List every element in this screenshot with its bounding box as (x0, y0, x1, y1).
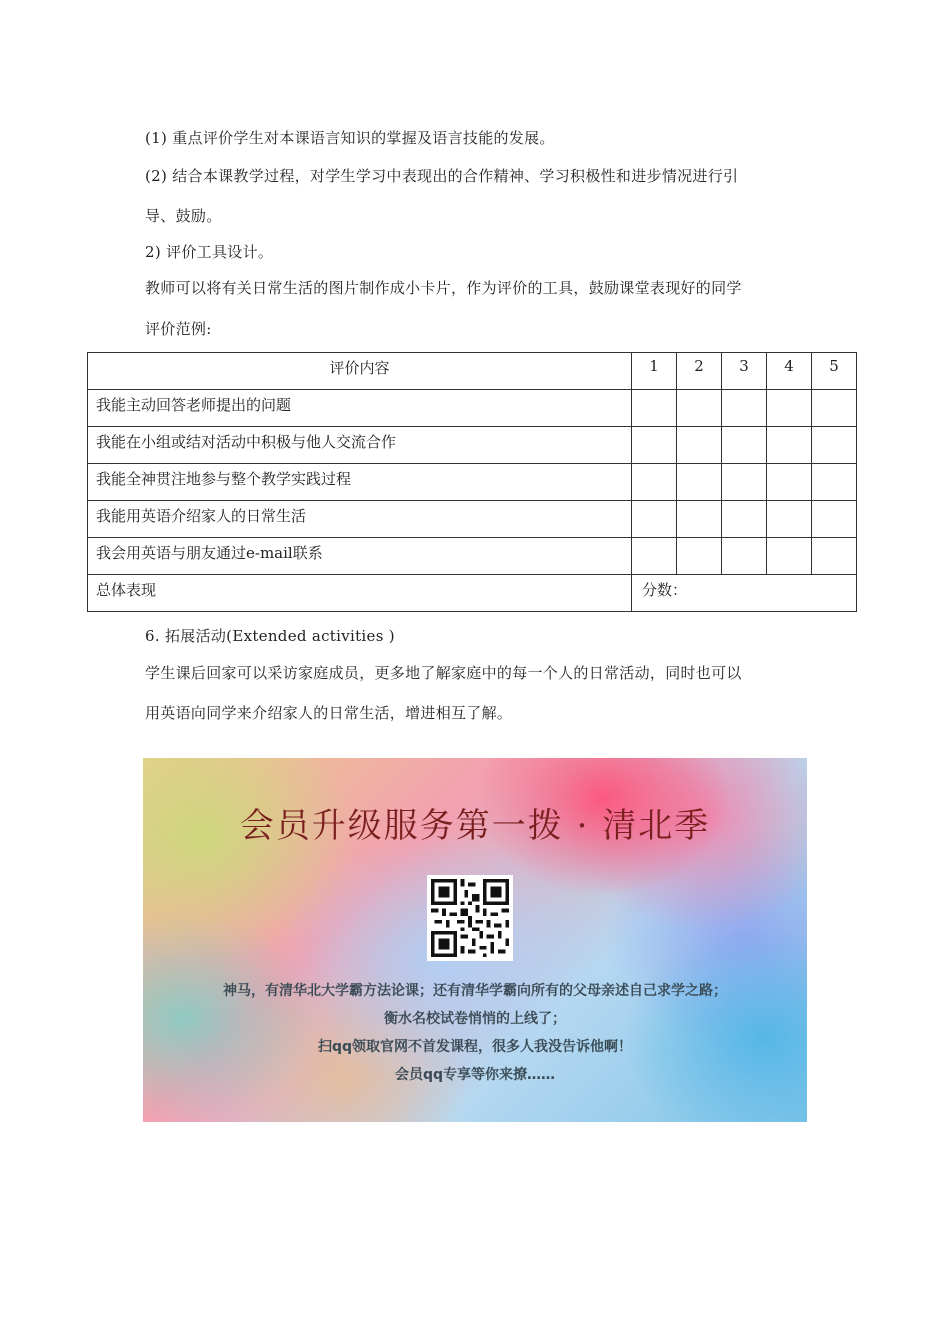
score-cell (812, 464, 857, 501)
paragraph-2-cont: 导、鼓励。 (145, 207, 222, 225)
table-header-row (88, 353, 857, 390)
paragraph-4: 教师可以将有关日常生活的图片制作成小卡片，作为评价的工具，鼓励课堂表现好的同学 (145, 279, 742, 297)
header-score-2: 2 (677, 353, 722, 390)
score-cell (722, 501, 767, 538)
overall-label: 总体表现 (88, 575, 632, 612)
score-cell (812, 390, 857, 427)
evaluation-table (87, 352, 857, 612)
banner-line-3: 扫qq领取官网不首发课程，很多人我没告诉他啊！ (317, 1039, 633, 1055)
score-cell (767, 390, 812, 427)
score-cell (677, 390, 722, 427)
section-6-line-1: 学生课后回家可以采访家庭成员，更多地了解家庭中的每一个人的日常活动，同时也可以 (145, 664, 742, 682)
row-criterion: 我能在小组或结对活动中积极与他人交流合作 (88, 427, 632, 464)
table-row (88, 538, 857, 575)
score-cell (812, 538, 857, 575)
score-cell (767, 464, 812, 501)
qr-code-icon[interactable] (427, 875, 513, 961)
table-row (88, 427, 857, 464)
row-criterion: 我能用英语介绍家人的日常生活 (88, 501, 632, 538)
banner-line-2: 衡水名校试卷悄悄的上线了； (384, 1011, 566, 1027)
score-cell (812, 501, 857, 538)
table-overall-row (88, 575, 857, 612)
paragraph-5: 评价范例: (145, 320, 212, 338)
header-score-4: 4 (767, 353, 812, 390)
score-cell (722, 464, 767, 501)
section-6-line-2: 用英语向同学来介绍家人的日常生活，增进相互了解。 (145, 704, 513, 722)
section-6-title: 6. 拓展活动(Extended activities ) (145, 627, 395, 645)
score-cell (632, 464, 677, 501)
header-content: 评价内容 (88, 353, 632, 390)
header-score-5: 5 (812, 353, 857, 390)
paragraph-3: 2) 评价工具设计。 (145, 243, 274, 261)
score-cell (767, 501, 812, 538)
row-criterion: 我会用英语与朋友通过e-mail联系 (88, 538, 632, 575)
score-cell (632, 538, 677, 575)
score-cell (677, 538, 722, 575)
score-cell (677, 464, 722, 501)
score-cell (722, 390, 767, 427)
table-row (88, 390, 857, 427)
table-row (88, 501, 857, 538)
row-criterion: 我能主动回答老师提出的问题 (88, 390, 632, 427)
banner-title: 会员升级服务第一拨 · 清北季 (239, 806, 711, 846)
promo-banner (143, 758, 807, 1122)
score-cell (632, 427, 677, 464)
score-cell (722, 427, 767, 464)
score-cell (767, 427, 812, 464)
paragraph-2: (2) 结合本课教学过程，对学生学习中表现出的合作精神、学习积极性和进步情况进行引 (145, 167, 739, 185)
header-score-1: 1 (632, 353, 677, 390)
table-row (88, 464, 857, 501)
banner-line-4: 会员qq专享等你来撩…… (394, 1067, 556, 1083)
score-cell (767, 538, 812, 575)
overall-score: 分数： (632, 575, 857, 612)
score-cell (632, 501, 677, 538)
score-cell (812, 427, 857, 464)
header-score-3: 3 (722, 353, 767, 390)
score-cell (677, 427, 722, 464)
score-cell (632, 390, 677, 427)
paragraph-1: (1) 重点评价学生对本课语言知识的掌握及语言技能的发展。 (145, 129, 555, 147)
score-cell (722, 538, 767, 575)
score-cell (677, 501, 722, 538)
banner-line-1: 神马，有清华北大学霸方法论课；还有清华学霸向所有的父母亲述自己求学之路； (223, 983, 727, 999)
row-criterion: 我能全神贯注地参与整个教学实践过程 (88, 464, 632, 501)
